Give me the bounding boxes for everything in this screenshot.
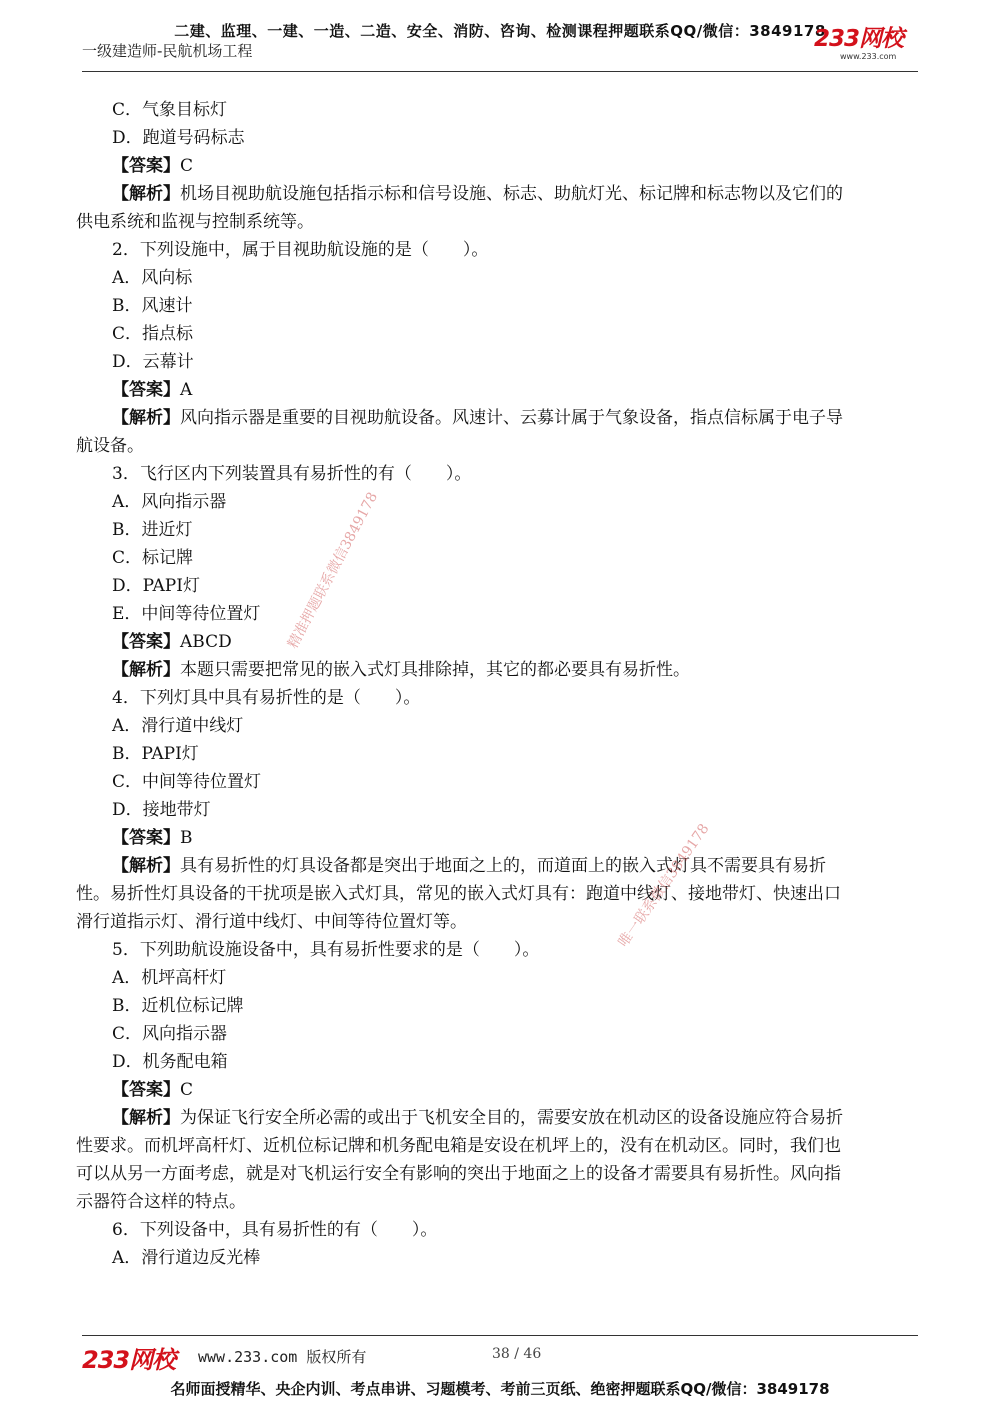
answer-option: D．接地带灯 xyxy=(112,800,211,820)
answer-value: A xyxy=(180,380,193,400)
explanation-label: 【解析】 xyxy=(112,856,180,876)
question-stem: 6．下列设备中，具有易折性的有（ ）。 xyxy=(112,1220,438,1240)
answer-option: C．标记牌 xyxy=(112,548,194,568)
explanation-continuation: 可以从另一方面考虑，就是对飞机运行安全有影响的突出于地面之上的设备才需要具有易折性。风向指 xyxy=(76,1164,841,1184)
explanation-line xyxy=(76,1104,916,1132)
answer-option: C．中间等待位置灯 xyxy=(112,772,262,792)
document-subject: 一级建造师-民航机场工程 xyxy=(82,42,253,60)
answer-value: C xyxy=(180,156,194,176)
answer-option: C．风向指示器 xyxy=(112,1024,228,1044)
answer-option: D．跑道号码标志 xyxy=(112,128,245,148)
answer-option: B．PAPI灯 xyxy=(112,744,199,764)
explanation-label: 【解析】 xyxy=(112,660,180,680)
explanation-continuation: 示器符合这样的特点。 xyxy=(76,1192,246,1212)
answer-line xyxy=(76,824,916,852)
question-stem: 4．下列灯具中具有易折性的是（ ）。 xyxy=(112,688,421,708)
explanation-continuation: 航设备。 xyxy=(76,436,144,456)
answer-line xyxy=(76,628,916,656)
answer-option: C．气象目标灯 xyxy=(112,100,228,120)
site-logo[interactable] xyxy=(814,26,924,64)
answer-option: A．滑行道中线灯 xyxy=(112,716,244,736)
footer xyxy=(82,1340,918,1374)
answer-value: C xyxy=(180,1080,194,1100)
explanation-label: 【解析】 xyxy=(112,408,180,428)
answer-line xyxy=(76,152,916,180)
document-body xyxy=(76,96,916,1272)
explanation-text: 本题只需要把常见的嵌入式灯具排除掉，其它的都必要具有易折性。 xyxy=(180,660,690,680)
answer-line xyxy=(76,376,916,404)
explanation-continuation: 性。易折性灯具设备的干扰项是嵌入式灯具，常见的嵌入式灯具有：跑道中线灯、接地带灯、快速出口 xyxy=(76,884,841,904)
explanation-line xyxy=(76,852,916,880)
answer-option: D．机务配电箱 xyxy=(112,1052,228,1072)
header-divider xyxy=(82,71,918,72)
answer-value: B xyxy=(180,828,193,848)
footer-promo: 名师面授精华、央企内训、考点串讲、习题模考、考前三页纸、绝密押题联系QQ/微信：3849178 xyxy=(170,1380,830,1398)
logo-brand-text: 233网校 xyxy=(814,26,904,52)
answer-label: 【答案】 xyxy=(112,828,180,848)
explanation-label: 【解析】 xyxy=(112,1108,180,1128)
explanation-continuation: 滑行道指示灯、滑行道中线灯、中间等待位置灯等。 xyxy=(76,912,467,932)
answer-line xyxy=(76,1076,916,1104)
answer-option: D．云幕计 xyxy=(112,352,194,372)
watermark: 精准押题联系微信3849178 xyxy=(285,489,382,652)
explanation-text: 机场目视助航设施包括指示标和信号设施、标志、助航灯光、标记牌和标志物以及它们的 xyxy=(180,184,843,204)
explanation-text: 为保证飞行安全所必需的或出于飞机安全目的，需要安放在机动区的设备设施应符合易折 xyxy=(180,1108,843,1128)
answer-label: 【答案】 xyxy=(112,380,180,400)
explanation-text: 具有易折性的灯具设备都是突出于地面之上的，而道面上的嵌入式灯具不需要具有易折 xyxy=(180,856,826,876)
answer-value: ABCD xyxy=(180,632,232,652)
answer-option: A．机坪高杆灯 xyxy=(112,968,227,988)
explanation-line xyxy=(76,656,916,684)
answer-label: 【答案】 xyxy=(112,156,180,176)
answer-option: B．风速计 xyxy=(112,296,193,316)
question-stem: 5．下列助航设施设备中，具有易折性要求的是（ ）。 xyxy=(112,940,540,960)
explanation-continuation: 性要求。而机坪高杆灯、近机位标记牌和机务配电箱是安设在机坪上的，没有在机动区。同时，我们也 xyxy=(76,1136,841,1156)
watermark: 唯一联系微信3849178 xyxy=(615,821,713,951)
footer-logo[interactable]: 233网校 xyxy=(82,1346,176,1374)
answer-label: 【答案】 xyxy=(112,1080,180,1100)
footer-copyright: www.233.com 版权所有 xyxy=(198,1348,367,1366)
explanation-continuation: 供电系统和监视与控制系统等。 xyxy=(76,212,314,232)
logo-url-text: www.233.com xyxy=(840,52,897,61)
header-promo: 二建、监理、一建、一造、二造、安全、消防、咨询、检测课程押题联系QQ/微信：3849178 xyxy=(174,22,826,40)
page-number: 38 / 46 xyxy=(492,1346,542,1362)
answer-option: B．进近灯 xyxy=(112,520,193,540)
answer-option: A．风向指示器 xyxy=(112,492,227,512)
answer-option: E．中间等待位置灯 xyxy=(112,604,261,624)
footer-divider xyxy=(82,1335,918,1336)
explanation-text: 风向指示器是重要的目视助航设备。风速计、云募计属于气象设备，指点信标属于电子导 xyxy=(180,408,843,428)
question-stem: 2．下列设施中，属于目视助航设施的是（ ）。 xyxy=(112,240,489,260)
answer-option: B．近机位标记牌 xyxy=(112,996,244,1016)
answer-option: D．PAPI灯 xyxy=(112,576,200,596)
question-stem: 3．飞行区内下列装置具有易折性的有（ ）。 xyxy=(112,464,472,484)
explanation-line xyxy=(76,180,916,208)
explanation-label: 【解析】 xyxy=(112,184,180,204)
explanation-line xyxy=(76,404,916,432)
answer-label: 【答案】 xyxy=(112,632,180,652)
answer-option: C．指点标 xyxy=(112,324,194,344)
answer-option: A．滑行道边反光棒 xyxy=(112,1248,261,1268)
answer-option: A．风向标 xyxy=(112,268,193,288)
